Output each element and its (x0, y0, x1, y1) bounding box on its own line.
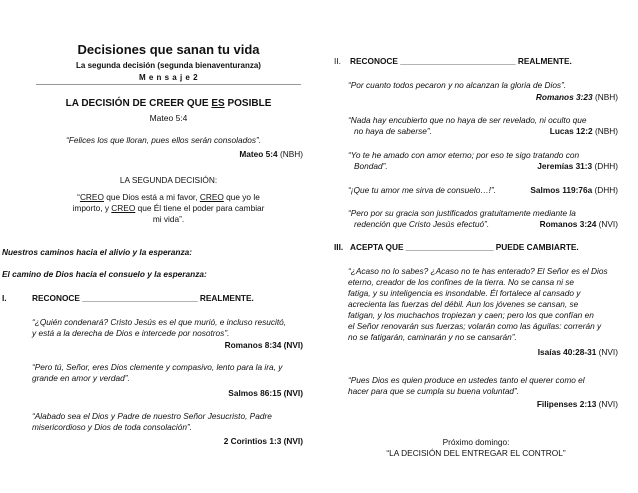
ref-version: (NVI) (596, 219, 618, 229)
rverse-6-line1: “¿Acaso no lo sabes? ¿Acaso no te has enterado? El Señor es el Dios (348, 266, 608, 276)
creo-word: CREO (111, 203, 136, 213)
rverse-5-line2: redención que Cristo Jesús efectuó”. (354, 219, 490, 229)
rverse-2-ref (334, 126, 618, 137)
verse-3-line1: “Alabado sea el Dios y Padre de nuestro Señor Jesucristo, Padre (32, 411, 272, 421)
rverse-3-line2: Bondad”. (354, 161, 388, 171)
ref-bold: Isaías 40:28-31 (537, 347, 597, 357)
rverse-5-ref (334, 219, 618, 230)
header-divider (36, 84, 301, 85)
creo-word: CREO (79, 192, 104, 202)
creo-word: CREO (199, 192, 224, 202)
rverse-6-line3: fatiga, y su inteligencia es insondable. Él fortalece al cansado y (348, 288, 581, 298)
ref-bold: Filipenses 2:13 (536, 399, 597, 409)
section-3-label: ACEPTA QUE ___________________ PUEDE CAMBIARTE. (350, 242, 579, 252)
next-sunday-title: “LA DECISIÓN DEL ENTREGAR EL CONTROL” (386, 448, 566, 458)
rverse-1-line1: “Por cuanto todos pecaron y no alcanzan la gloria de Dios”. (348, 80, 567, 90)
verse-3-line2: misericordioso y Dios de toda consolación”. (32, 422, 193, 432)
text: importo, y (72, 203, 112, 213)
section-1-number: I. (2, 293, 7, 303)
message-number: M e n s a j e 2 (138, 73, 199, 82)
verse-1-ref: Romanos 8:34 (NVI) (224, 340, 303, 350)
rverse-5-line1: “Pero por su gracia son justificados gratuitamente mediante la (348, 208, 576, 218)
next-sunday-label: Próximo domingo: (442, 437, 510, 447)
rverse-6-line5: fatigan, y los muchachos tropiezan y caen; pero los que confían en (348, 310, 594, 320)
second-decision-line1 (36, 192, 301, 203)
ref-bold: Romanos 3:24 (539, 219, 597, 229)
verse-2-line2: grande en amor y verdad”. (32, 373, 130, 383)
verse-1-line1: “¿Quién condenará? Cristo Jesús es el que murió, e incluso resucitó, (32, 317, 287, 327)
rverse-4-line1: “¡Que tu amor me sirva de consuelo…!”. (348, 185, 497, 195)
ref-bold: Salmos 119:76a (530, 185, 593, 195)
rverse-4-ref (334, 185, 618, 196)
ref-bold: Romanos 3:23 (535, 92, 593, 102)
second-decision-line2 (36, 203, 301, 214)
ref-version: (DHH) (592, 185, 618, 195)
rverse-7-line1: “Pues Dios es quien produce en ustedes tanto el querer como el (348, 375, 585, 385)
rverse-6-line2: eterno, creador de los confines de la tierra. No se cansa ni se (348, 277, 574, 287)
ref-version: (NBH) (592, 126, 618, 136)
rverse-2-line2: no haya de saberse”. (354, 126, 432, 136)
heading-text-end: POSIBLE (224, 98, 272, 109)
section-1-label: RECONOCE _________________________ REALMENTE. (32, 293, 254, 303)
section-2-label: RECONOCE _________________________ REALMENTE. (350, 56, 572, 66)
rverse-3-line1: “Yo te he amado con amor eterno; por eso te sigo tratando con (348, 150, 580, 160)
heading-text: LA DECISIÓN DE CREER QUE (65, 98, 212, 109)
rverse-7-ref (334, 399, 618, 410)
text: “ (77, 192, 80, 202)
ref-version: (DHH) (592, 161, 618, 171)
rverse-7-line2: hacer para que se cumpla su buena voluntad”. (348, 386, 520, 396)
heading-underlined: ES (211, 98, 225, 109)
rverse-3-ref (334, 161, 618, 172)
section-2-number: II. (334, 56, 341, 66)
verse-1-line2: y está a la derecha de Dios e intercede por nosotros”. (32, 328, 230, 338)
verse-2-line1: “Pero tú, Señor, eres Dios clemente y compasivo, lento para la ira, y (32, 362, 283, 372)
ref-bold: Jeremías 31:3 (537, 161, 593, 171)
rverse-2-line1: “Nada hay encubierto que no haya de ser revelado, ni oculto que (348, 115, 587, 125)
section-heading (36, 97, 301, 110)
ref-bold: Mateo 5:4 (239, 149, 278, 159)
verse-3-ref: 2 Corintios 1:3 (NVI) (223, 436, 303, 446)
quote-beatitude-ref (36, 149, 303, 160)
section-3-number: III. (334, 242, 344, 252)
rverse-1-ref (334, 92, 618, 103)
quote-beatitude: “Felices los que lloran, pues ellos serán consolados”. (66, 135, 262, 145)
rverse-6-ref (334, 347, 618, 358)
text: que yo le (223, 192, 260, 202)
verse-reference: Mateo 5:4 (149, 113, 188, 123)
path-heading-2: El camino de Dios hacia el consuelo y la esperanza: (2, 269, 207, 279)
ref-version: (NBH) (592, 92, 618, 102)
text: que Él tiene el poder para cambiar (135, 203, 265, 213)
document-title: Decisiones que sanan tu vida (77, 42, 260, 57)
ref-version: (NVI) (596, 399, 618, 409)
ref-bold: Lucas 12:2 (549, 126, 593, 136)
path-heading-1: Nuestros caminos hacia el alivio y la esperanza: (2, 247, 192, 257)
rverse-6-line7: no se fatigarán, caminarán y no se cansarán”. (348, 332, 517, 342)
verse-2-ref: Salmos 86:15 (NVI) (228, 388, 303, 398)
text: que Dios está a mi favor, (103, 192, 200, 202)
second-decision-line3: mi vida”. (152, 214, 185, 224)
second-decision-label: LA SEGUNDA DECISIÓN: (119, 175, 218, 185)
document-subtitle: La segunda decisión (segunda bienaventuranza) (76, 61, 261, 70)
rverse-6-line4: acrecienta las fuerzas del débil. Aun los jóvenes se cansan, se (348, 299, 579, 309)
ref-version: (NVI) (596, 347, 618, 357)
ref-version: (NBH) (277, 149, 303, 159)
rverse-6-line6: el Señor renovarán sus fuerzas; volarán como las águilas: correrán y (348, 321, 602, 331)
